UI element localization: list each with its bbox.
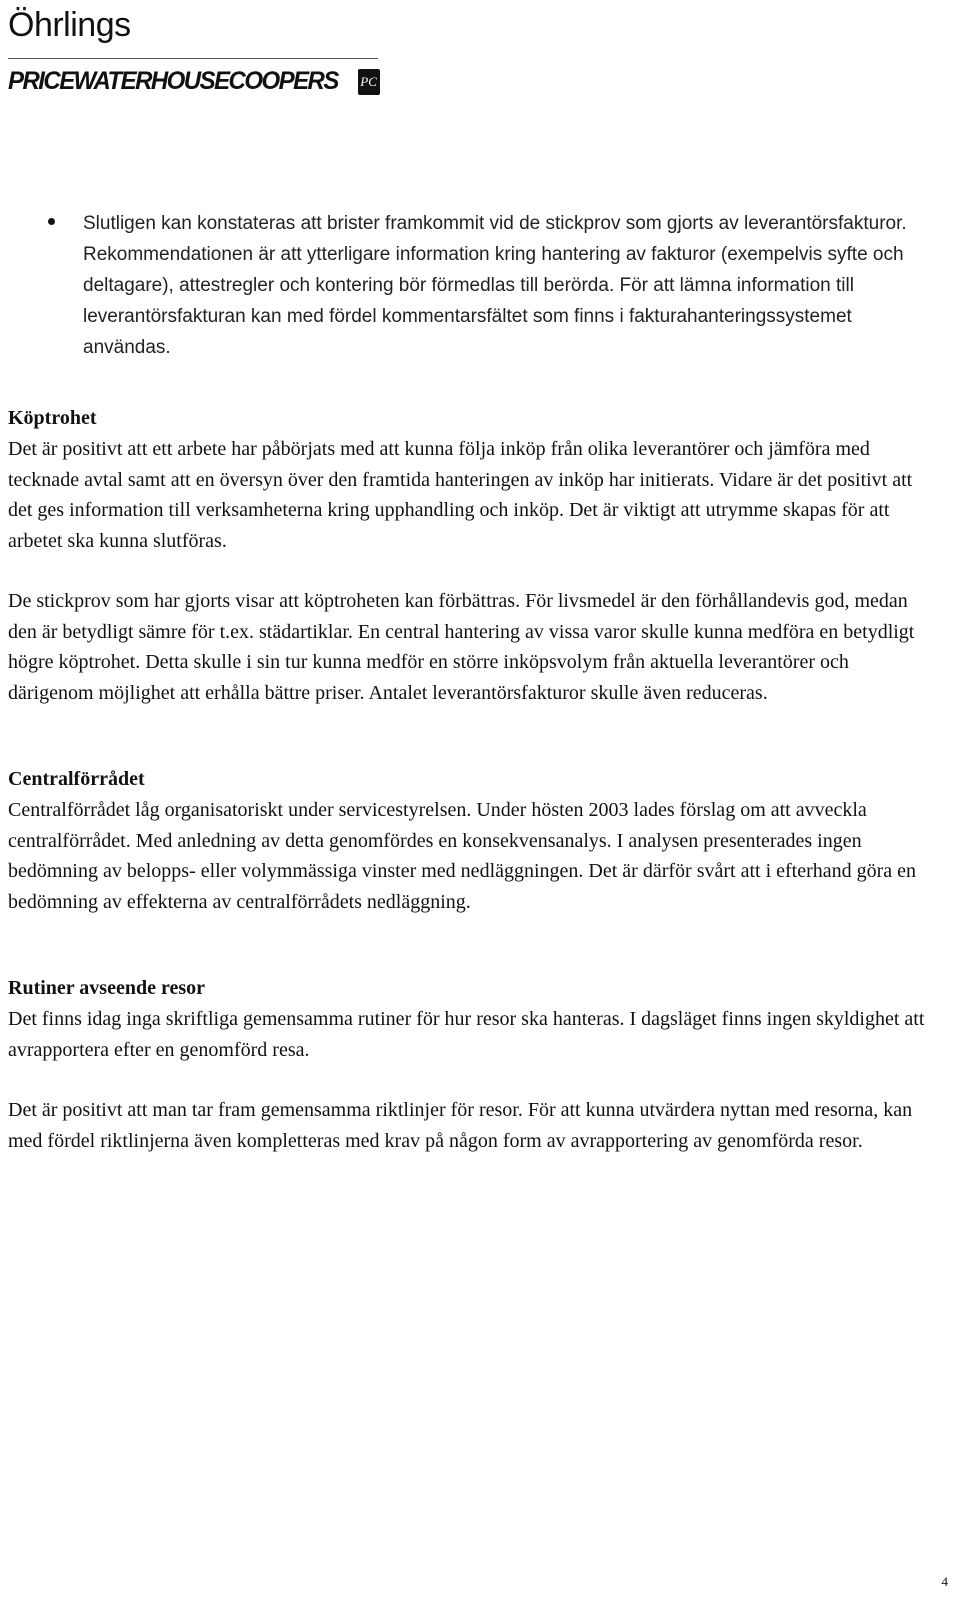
logo-seal-icon: PC xyxy=(358,69,380,95)
firm-logo-row xyxy=(8,67,380,96)
document-body xyxy=(8,208,938,1156)
bullet-icon xyxy=(48,218,55,225)
brand-name: Öhrlings xyxy=(8,6,131,44)
section-centralforradet xyxy=(8,764,938,917)
section-paragraph: Det finns idag inga skriftliga gemensamma rutiner för hur resor ska hanteras. I dagsläget finns ingen skyldighet att avrapportera efter en genomförd resa. xyxy=(8,1008,925,1061)
section-paragraph: De stickprov som har gjorts visar att köptroheten kan förbättras. För livsmedel är den förhållandevis god, medan den är betydligt sämre för t.ex. städartiklar. En central hantering av vissa varor skulle kunna medföra en betydligt högre köptrohet. Detta skulle i sin tur kunna medför en större inköpsvolym från aktuella leverantörer och därigenom möjlighet att erhålla bättre priser. Antalet leverantörsfakturor skulle även reduceras. xyxy=(8,590,915,704)
firm-logo: PRICEWATERHOUSECOOPERS xyxy=(8,67,338,95)
section-title: Centralförrådet xyxy=(8,768,145,790)
bullet-text: Slutligen kan konstateras att brister framkommit vid de stickprov som gjorts av leverantörsfakturor. Rekommendationen är att ytterligare information kring hantering av fakturor (exempelvis syfte och deltagare), attestregler och kontering bör förmedlas till berörda. För att lämna information till leverantörsfakturan kan med fördel kommentarsfältet som finns i fakturahanteringssystemet användas. xyxy=(83,213,907,358)
section-rutiner-avseende-resor xyxy=(8,973,938,1156)
page-number: 4 xyxy=(941,1574,948,1589)
section-kopttrohet xyxy=(8,403,938,708)
page-header xyxy=(8,4,380,96)
section-title: Rutiner avseende resor xyxy=(8,977,206,999)
bullet-item xyxy=(8,208,938,363)
section-title: Köptrohet xyxy=(8,407,97,429)
section-paragraph: Det är positivt att man tar fram gemensamma riktlinjer för resor. För att kunna utvärdera nyttan med resorna, kan med fördel riktlinjerna även kompletteras med krav på någon form av avrapportering av genomförda resor. xyxy=(8,1099,913,1152)
section-paragraph: Centralförrådet låg organisatoriskt under servicestyrelsen. Under hösten 2003 lades förslag om att avveckla centralförrådet. Med anledning av detta genomfördes en konsekvensanalys. I analysen presenterades ingen bedömning av belopps- eller volymmässiga vinster med nedläggningen. Det är därför svårt att i efterhand göra en bedömning av effekterna av centralförrådets nedläggning. xyxy=(8,799,917,913)
header-divider xyxy=(8,58,378,59)
section-paragraph: Det är positivt att ett arbete har påbörjats med att kunna följa inköp från olika leverantörer och jämföra med tecknade avtal samt att en översyn över den framtida hanteringen av inköp har initierats. Vidare är det positivt att det ges information till verksamheterna kring upphandling och inköp. Det är viktigt att utrymme skapas för att arbetet ska kunna slutföras. xyxy=(8,438,913,552)
